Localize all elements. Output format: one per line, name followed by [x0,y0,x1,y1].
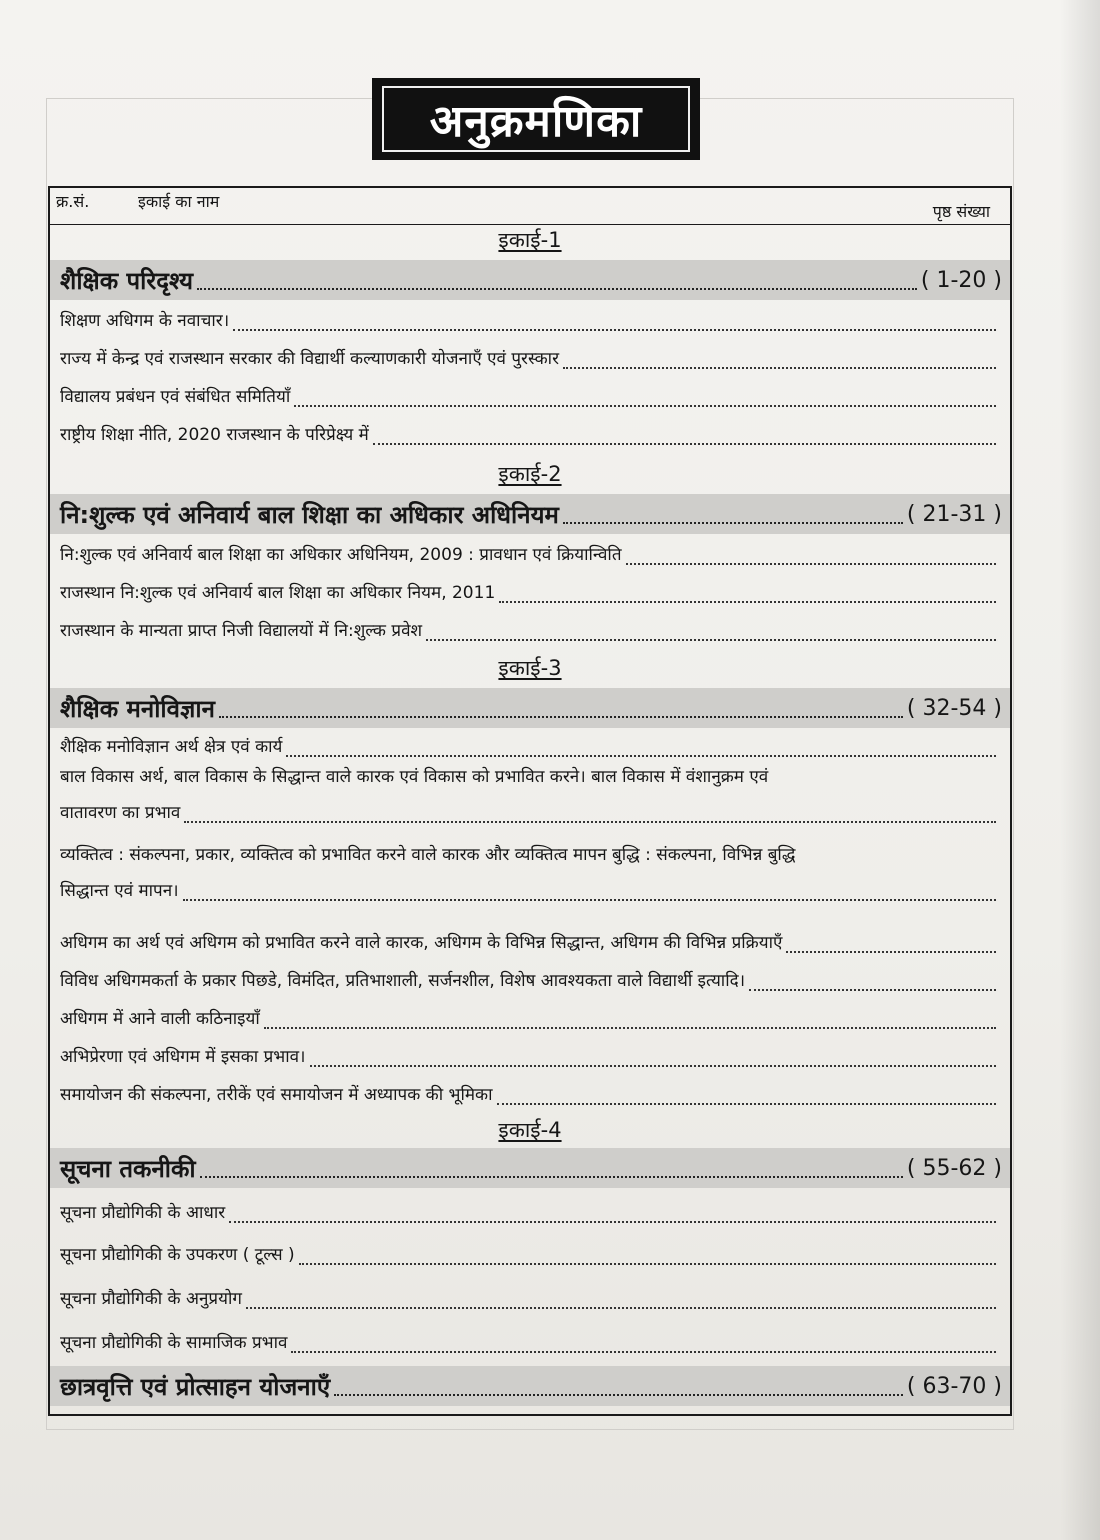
toc-item [60,534,996,568]
toc-item-text: अधिगम का अर्थ एवं अधिगम को प्रभावित करने वाले कारक, अधिगम के विभिन्न सिद्धान्त, अधिगम की विभिन्न प्रक्रियाएँ [60,933,783,954]
dot-leader [233,315,996,331]
toc-item [60,572,996,606]
dot-leader [184,807,996,823]
section-pages: ( 1-20 ) [920,267,1002,293]
toc-item [60,726,996,760]
toc-item-text: विद्यालय प्रबंधन एवं संबंधित समितियाँ [60,387,291,408]
dot-leader [219,698,903,718]
toc-item-text: समायोजन की संकल्पना, तरीकें एवं समायोजन में अध्यापक की भूमिका [60,1085,493,1106]
toc-item-text-line2: वातावरण का प्रभाव [60,802,181,823]
column-header-row [50,188,1010,225]
dot-leader [229,1207,996,1223]
toc-item [60,1322,996,1356]
toc-item [60,1192,996,1226]
section-title: छात्रवृत्ति एवं प्रोत्साहन योजनाएँ [60,1372,331,1401]
toc-item-text: सूचना प्रौद्योगिकी के आधार [60,1203,226,1224]
toc-item-text: सूचना प्रौद्योगिकी के सामाजिक प्रभाव [60,1333,288,1354]
section-title: नि:शुल्क एवं अनिवार्य बाल शिक्षा का अधिकार अधिनियम [60,500,559,529]
toc-item-text-line1: व्यक्तित्व : संकल्पना, प्रकार, व्यक्तित्व को प्रभावित करने वाले कारक और व्यक्तित्व मापन बुद्धि : संकल्पना, विभिन्न बुद्धि [60,845,796,865]
unit-label-1: इकाई-1 [498,228,562,252]
dot-leader [197,270,917,290]
dot-leader [264,1013,996,1029]
toc-item-text: राजस्थान नि:शुल्क एवं अनिवार्य बाल शिक्षा का अधिकार नियम, 2011 [60,583,496,604]
toc-item-text: राजस्थान के मान्यता प्राप्त निजी विद्यालयों में नि:शुल्क प्रवेश [60,621,423,642]
dot-leader [299,1249,996,1265]
section-title: सूचना तकनीकी [60,1154,196,1183]
section-heading-3 [50,688,1010,728]
toc-item-text: शैक्षिक मनोविज्ञान अर्थ क्षेत्र एवं कार्य [60,737,283,758]
table-of-contents [48,186,1012,1416]
toc-item-text: अधिगम में आने वाली कठिनाइयाँ [60,1009,260,1030]
section-heading-1 [50,260,1010,300]
section-heading-5 [50,1366,1010,1406]
toc-item [60,998,996,1032]
toc-item [60,922,996,956]
toc-item-text: सूचना प्रौद्योगिकी के अनुप्रयोग [60,1289,242,1310]
toc-item [60,338,996,372]
toc-item [60,1278,996,1312]
toc-item-text: राष्ट्रीय शिक्षा नीति, 2020 राजस्थान के परिप्रेक्ष्य में [60,425,369,446]
column-name: इकाई का नाम [138,192,220,211]
dot-leader [200,1158,903,1178]
dot-leader [373,429,996,445]
toc-item-text: सूचना प्रौद्योगिकी के उपकरण ( टूल्स ) [60,1245,295,1266]
toc-item [60,610,996,644]
dot-leader [294,391,996,407]
page-title: अनुक्रमणिका [429,96,643,147]
column-serial: क्र.सं. [56,192,90,211]
dot-leader [563,504,903,524]
dot-leader [291,1337,996,1353]
section-pages: ( 55-62 ) [906,1155,1002,1181]
toc-item-text: शिक्षण अधिगम के नवाचार। [60,311,230,332]
toc-item-text-line1: बाल विकास अर्थ, बाल विकास के सिद्धान्त वाले कारक एवं विकास को प्रभावित करने। बाल विकास में वंशानुक्रम एवं [60,767,769,787]
toc-item [60,1074,996,1108]
dot-leader [499,587,996,603]
dot-leader [749,975,996,991]
toc-item [60,960,996,994]
toc-item [60,376,996,410]
dot-leader [497,1089,997,1105]
dot-leader [286,741,996,757]
column-page: पृष्ठ संख्या [932,202,990,221]
dot-leader [563,353,996,369]
dot-leader [183,885,996,901]
dot-leader [786,937,996,953]
toc-item-text: नि:शुल्क एवं अनिवार्य बाल शिक्षा का अधिकार अधिनियम, 2009 : प्रावधान एवं क्रियान्विति [60,545,622,566]
title-border [382,86,690,152]
section-pages: ( 32-54 ) [906,695,1002,721]
toc-item-multiline [60,766,996,826]
toc-item [60,1234,996,1268]
section-pages: ( 63-70 ) [906,1373,1002,1399]
section-heading-4 [50,1148,1010,1188]
section-heading-2 [50,494,1010,534]
toc-item-text: अभिप्रेरणा एवं अधिगम में इसका प्रभाव। [60,1047,306,1068]
dot-leader [310,1051,996,1067]
section-pages: ( 21-31 ) [906,501,1002,527]
unit-label-3: इकाई-3 [498,656,562,680]
page-edge-shadow [1060,0,1100,1540]
toc-item-multiline [60,844,996,904]
toc-item [60,300,996,334]
toc-item [60,414,996,448]
title-banner [372,78,700,160]
unit-label-2: इकाई-2 [498,462,562,486]
dot-leader [626,549,996,565]
dot-leader [334,1376,903,1396]
toc-item-text: राज्य में केन्द्र एवं राजस्थान सरकार की विद्यार्थी कल्याणकारी योजनाएँ एवं पुरस्कार [60,349,560,370]
section-title: शैक्षिक परिदृश्य [60,266,194,295]
dot-leader [246,1293,996,1309]
toc-item-text-line2: सिद्धान्त एवं मापन। [60,880,179,901]
dot-leader [426,625,996,641]
toc-item [60,1036,996,1070]
toc-item-text: विविध अधिगमकर्ता के प्रकार पिछडे, विमंदित, प्रतिभाशाली, सर्जनशील, विशेष आवश्यकता वाले विद्यार्थी इत्यादि। [60,971,746,992]
section-title: शैक्षिक मनोविज्ञान [60,694,215,723]
unit-label-4: इकाई-4 [498,1118,562,1142]
